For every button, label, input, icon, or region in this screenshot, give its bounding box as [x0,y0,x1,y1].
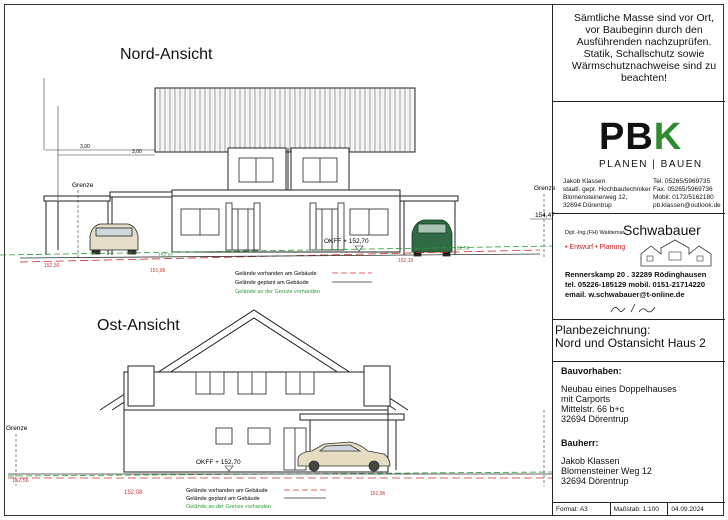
north-level-right: 154,47 [535,212,555,219]
east-legend-2: Gelände geplant am Gebäude [186,496,260,502]
bauvorhaben-line: mit Carports [561,394,611,404]
north-level-5: 152,76 [454,246,470,252]
bauherr-line: Jakob Klassen [561,456,620,466]
bauvorhaben-line: Neubau eines Doppelhauses [561,384,677,394]
site-note: Sämtliche Masse sind vor Ort, vor Baubeginn durch den Ausführenden nachzuprüfen. Statik, Schallschutz sowie Wärmschutznachweise sind zu beachten! [553,4,725,102]
north-level-3: 151,96 [150,268,166,274]
scale-label: Maßstab: 1:100 [611,503,669,516]
north-level-2: 152,91 [158,253,174,259]
bauherr-label: Bauherr: [561,438,599,448]
plan-description [553,320,725,362]
format-label: Format: A3 [553,503,611,516]
architect-services: • Entwurf • Planung [565,244,626,251]
north-title: Nord-Ansicht [120,46,213,63]
title-block [552,4,724,516]
architect-address: Rennerskamp 20 . 32289 Rödinghausen tel. 05226-185129 mobil. 0151-21714220 email. w.schwabauer@t-online.de [565,270,707,299]
north-legend-3: Gelände an der Grenze vorhanden [235,289,321,295]
bauherr-line: 32694 Dörentrup [561,476,629,486]
east-title: Ost-Ansicht [97,317,180,334]
bauvorhaben-line: Mittelstr. 66 b+c [561,404,625,414]
plan-value: Nord und Ostansicht Haus 2 [555,336,706,350]
pbk-contact: Tel. 05265/5969735 Fax. 05265/5969736 Mobil: 0172/5162180 pb.klassen@outlook.de [653,178,721,209]
east-level-3: 151,96 [370,491,386,497]
architect-block [553,214,725,320]
sheet-footer [553,502,725,516]
north-dim-b: 3,00 [132,149,142,155]
north-roof [155,88,415,152]
architect-title: Dipl.-Ing.(FH) Waldemar [565,230,625,236]
project-info [553,362,725,502]
date-label: 04.09.2024 [671,506,704,513]
bauvorhaben-line: 32694 Dörentrup [561,414,629,424]
east-legend-1: Gelände vorhanden am Gebäude [186,488,268,494]
bauherr-line: Blomensteiner Weg 12 [561,466,652,476]
bauvorhaben-label: Bauvorhaben: [561,366,622,376]
north-legend [235,271,372,295]
north-legend-1: Gelände vorhanden am Gebäude [235,271,317,277]
east-level-2: 152,08 [124,490,143,496]
north-car-right [412,220,452,256]
north-okff: OKFF + 152,70 [324,238,369,245]
east-grenze-left: Grenze [6,425,28,432]
north-dimensions [44,78,155,200]
pbk-subtitle: PLANEN | BAUEN [599,159,703,170]
signature [609,302,669,316]
north-legend-2: Gelände geplant am Gebäude [235,280,309,286]
pbk-logo-block [553,102,725,214]
north-grenze-right: Grenze [534,185,556,192]
north-level-1: 152,30 [44,263,60,269]
house-silhouette-icon [641,238,721,268]
east-legend-3: Gelände an der Grenze vorhanden [186,504,272,510]
architect-name: Schwabauer [623,222,701,238]
pbk-address: Jakob Klassen staatl. gepr. Hochbautechniker Blomensteinerweg 12, 32694 Dörentrup [563,178,651,209]
pbk-logo: PBK [599,116,683,158]
plan-label: Planbezeichnung: [555,323,651,337]
east-terrain [8,472,552,478]
north-dim-a: 3,00 [80,144,90,150]
east-level-1: 152,56 [12,478,29,484]
north-grenze-left: Grenze [72,182,94,189]
north-level-4: 152,15 [398,258,414,264]
east-okff: OKFF + 152,70 [196,459,241,466]
north-car-left [90,224,138,254]
east-legend [186,488,326,510]
